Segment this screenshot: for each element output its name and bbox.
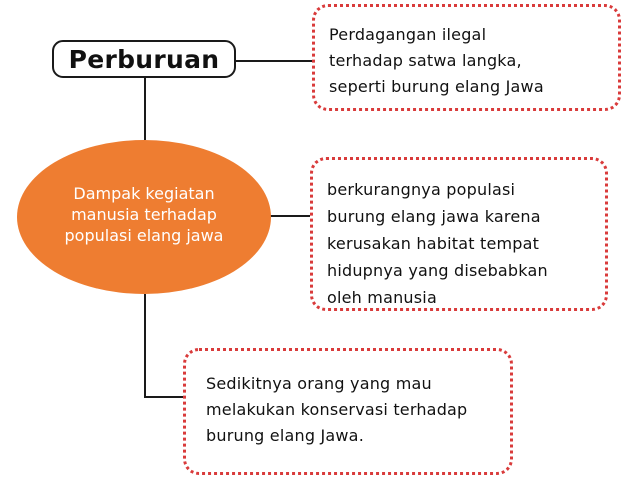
- note-line: seperti burung elang Jawa: [329, 77, 544, 96]
- central-topic-text: [57, 183, 232, 246]
- central-topic-line: Dampak kegiatan: [73, 183, 215, 203]
- note-line: kerusakan habitat tempat: [327, 234, 540, 253]
- note-box-conservation: [183, 348, 513, 475]
- note-line: melakukan konservasi terhadap: [206, 400, 468, 419]
- central-topic-oval: [17, 140, 271, 294]
- note-line: berkurangnya populasi: [327, 180, 516, 199]
- note-line: burung elang jawa karena: [327, 207, 541, 226]
- note-line: Perdagangan ilegal: [329, 25, 487, 44]
- note-line: Sedikitnya orang yang mau: [206, 374, 432, 393]
- note-line: burung elang Jawa.: [206, 426, 364, 445]
- note-box-population-decline: [310, 157, 608, 311]
- central-topic-line: manusia terhadap: [71, 204, 217, 224]
- note-line: oleh manusia: [327, 288, 437, 307]
- note-text: [313, 176, 605, 311]
- central-topic-line: populasi elang jawa: [64, 225, 224, 245]
- note-line: terhadap satwa langka,: [329, 51, 522, 70]
- connector-center-to-note-3: [145, 294, 183, 397]
- note-line: hidupnya yang disebabkan: [327, 261, 548, 280]
- topic-box-perburuan: [52, 40, 236, 78]
- note-box-illegal-trade: [312, 4, 621, 111]
- note-text: [315, 22, 618, 100]
- topic-title: Perburuan: [68, 44, 220, 74]
- note-text: [186, 371, 510, 449]
